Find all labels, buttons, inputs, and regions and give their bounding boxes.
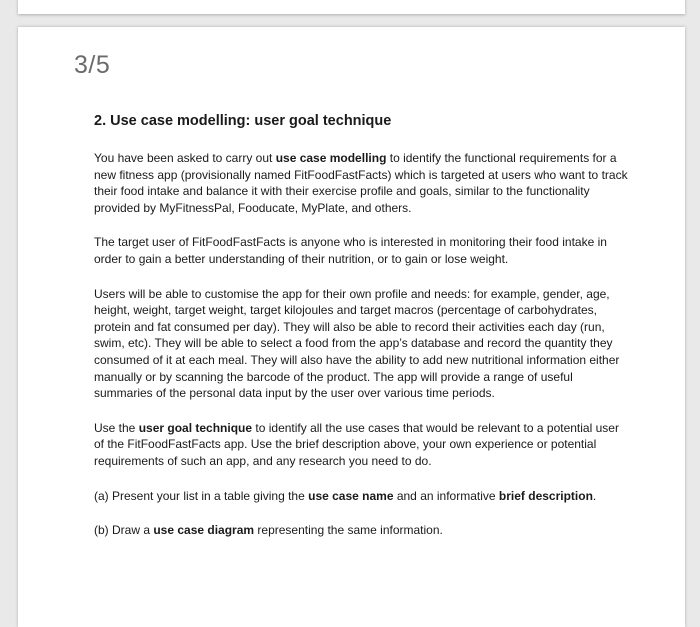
emphasis-text: use case modelling xyxy=(275,151,387,165)
page-indicator: 3/5 xyxy=(74,51,111,79)
paragraph-task-a xyxy=(94,488,630,505)
paragraph-features: Users will be able to customise the app for their own profile and needs: for example, gender, age, height, weight, target weight, target kilojoules and target macros (percentage of carbohydrates, protein and fat consumed per day). They will also be able to record their activities each day (run, swim, etc). They will be able to select a food from the app’s database and record the quantity they consumed of it at each meal. They will also have the ability to add new nutritional information either manually or by scanning the barcode of the product. The app will provide a range of useful summaries of the personal data input by the user over various time periods. xyxy=(94,286,620,401)
text: to identify all the use cases that would be relevant to a potential user of the FitFoodFastFacts app. Use the brief description above, your own experience or potential requirements of such an app, and any research you need to do. xyxy=(94,420,619,468)
text: (a) Present your list in a table giving the xyxy=(94,488,309,503)
text: You have been asked to carry out xyxy=(94,151,276,165)
document-page[interactable] xyxy=(18,27,685,627)
paragraph-intro xyxy=(94,150,630,216)
page-content xyxy=(94,112,630,557)
text: and an informative xyxy=(393,488,499,503)
paragraph-task-b xyxy=(94,522,630,539)
emphasis-text: use case diagram xyxy=(153,523,255,538)
emphasis-text: use case name xyxy=(308,488,394,503)
paragraph-technique xyxy=(94,420,630,470)
emphasis-text: brief description xyxy=(498,488,593,503)
section-title: 2. Use case modelling: user goal technique xyxy=(94,113,392,129)
text: Use the xyxy=(94,420,139,435)
text: to identify the functional requirements for a new fitness app (provisionally named FitFoodFastFacts) which is targeted at users who want to track their food intake and balance it with their exercise profile and goals, similar to the functionality provided by MyFitnessPal, Fooducate, MyPlate, and others. xyxy=(94,151,628,215)
previous-page-edge xyxy=(18,0,685,14)
emphasis-text: user goal technique xyxy=(138,420,253,435)
paragraph-target-user: The target user of FitFoodFastFacts is anyone who is interested in monitoring their food intake in order to gain a better understanding of their nutrition, or to gain or lose weight. xyxy=(94,235,607,266)
text: (b) Draw a xyxy=(94,523,154,538)
text: . xyxy=(592,488,597,503)
text: representing the same information. xyxy=(254,523,443,538)
